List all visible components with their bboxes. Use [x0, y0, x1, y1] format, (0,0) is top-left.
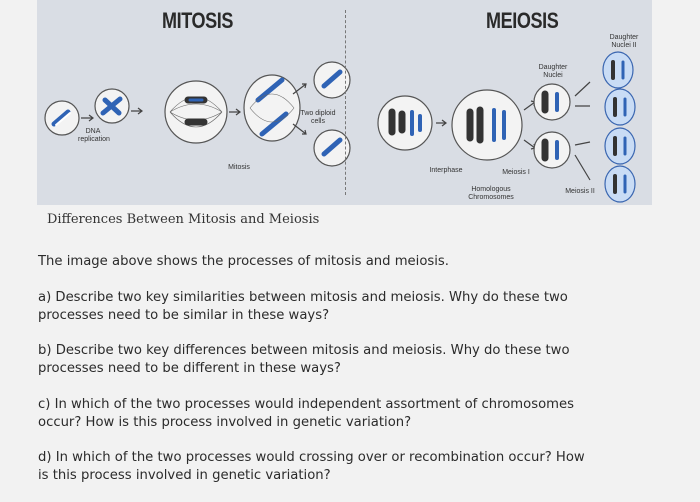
daughter-nuclei-label: Daughter Nuclei: [538, 64, 568, 79]
intro-text: The image above shows the processes of mitosis and meiosis.: [38, 254, 449, 269]
question-a: a) Describe two key similarities between mitosis and meiosis. Why do these two processes need to be similar in these ways?: [38, 290, 568, 323]
diagram-divider: [345, 10, 346, 195]
mitosis-title: MITOSIS: [162, 8, 233, 33]
dna-replication-label: DNA replication: [78, 128, 110, 143]
meiosis-daughter-cell-1: [534, 84, 570, 120]
meiosis-parent-cell: [378, 96, 432, 150]
daughter-nuclei-ii-label: Daughter Nuclei II: [609, 34, 639, 49]
meiosis-ii-label: Meiosis II: [565, 188, 595, 195]
mitosis-meiosis-diagram: [0, 0, 700, 210]
homologous-chromosomes-label: Homologous Chromosomes: [468, 186, 514, 201]
mitosis-parent-cell: [45, 101, 79, 135]
two-diploid-cells-label: Two diploid cells: [300, 110, 336, 125]
question-c: c) In which of the two processes would independent assortment of chromosomes occur? How is this process involved in genetic variation?: [38, 397, 574, 430]
arrow-interphase: [436, 120, 446, 126]
question-d: d) In which of the two processes would crossing over or recombination occur? How is this process involved in genetic variation?: [38, 450, 585, 483]
arrow-meiosis-i-2: [524, 140, 535, 149]
arrow-dna-replication: [81, 115, 93, 121]
mitosis-replicated-cell: [95, 89, 129, 123]
meiosis-gamete-1: [603, 52, 633, 88]
arrow-meiosis-i-1: [524, 101, 535, 110]
arrow-to-metaphase: [131, 108, 142, 114]
question-b: b) Describe two key differences between mitosis and meiosis. Why do these two processes need to be different in these ways?: [38, 343, 570, 376]
meiosis-gamete-3: [605, 128, 635, 164]
diagram-caption: Differences Between Mitosis and Meiosis: [47, 212, 320, 227]
interphase-label: Interphase: [429, 167, 463, 174]
meiosis-gamete-4: [605, 166, 635, 202]
meiosis-daughter-cell-2: [534, 132, 570, 168]
meiosis-gamete-2: [605, 89, 635, 125]
meiosis-title: MEIOSIS: [486, 8, 559, 33]
mitosis-metaphase-cell: [165, 81, 227, 143]
meiosis-i-label: Meiosis I: [502, 169, 530, 176]
arrow-to-anaphase: [229, 109, 240, 115]
mitosis-label: Mitosis: [228, 164, 250, 171]
mitosis-anaphase-cell: [244, 75, 300, 141]
arrows-meiosis-ii: [575, 82, 590, 180]
meiosis-homologous-cell: [452, 90, 522, 160]
